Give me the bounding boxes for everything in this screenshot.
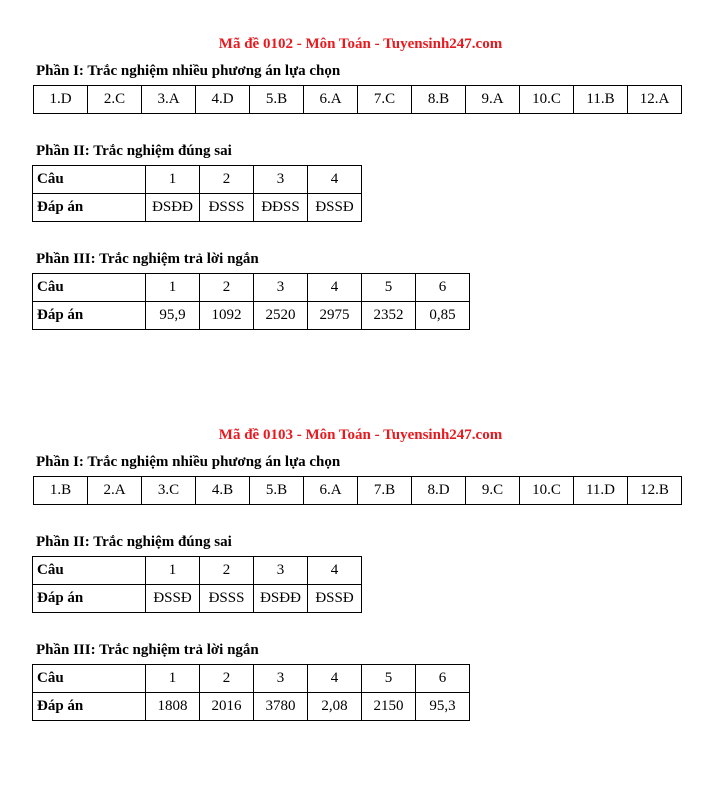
answer-cell: ĐSSĐ	[146, 585, 200, 613]
table-row	[33, 194, 362, 222]
table-row	[34, 86, 682, 114]
row-label: Đáp án	[33, 194, 146, 222]
answer-cell: 7.B	[358, 477, 412, 505]
question-cell: 3	[254, 274, 308, 302]
table-row	[33, 166, 362, 194]
answer-cell: 3.C	[142, 477, 196, 505]
answer-cell: ĐSSS	[200, 194, 254, 222]
question-cell: 1	[146, 274, 200, 302]
part3-table	[32, 273, 470, 330]
answer-cell: 95,9	[146, 302, 200, 330]
row-label: Câu	[33, 557, 146, 585]
answer-cell: 7.C	[358, 86, 412, 114]
question-cell: 5	[362, 274, 416, 302]
table-row	[33, 665, 470, 693]
table-row	[33, 693, 470, 721]
answer-cell: 1808	[146, 693, 200, 721]
answer-cell: 10.C	[520, 477, 574, 505]
question-cell: 4	[308, 665, 362, 693]
table-row	[33, 302, 470, 330]
answer-cell: 0,85	[416, 302, 470, 330]
answer-cell: 2150	[362, 693, 416, 721]
answer-cell: 11.D	[574, 477, 628, 505]
question-cell: 3	[254, 665, 308, 693]
answer-cell: ĐĐSS	[254, 194, 308, 222]
part1-table	[33, 476, 682, 505]
question-cell: 2	[200, 166, 254, 194]
answer-cell: 12.B	[628, 477, 682, 505]
answer-cell: 3.A	[142, 86, 196, 114]
row-label: Đáp án	[33, 585, 146, 613]
part2-heading: Phần II: Trắc nghiệm đúng sai	[36, 143, 232, 159]
answer-cell: 6.A	[304, 86, 358, 114]
question-cell: 6	[416, 274, 470, 302]
part1-table	[33, 85, 682, 114]
answer-cell: 2.C	[88, 86, 142, 114]
exam-title: Mã đề 0102 - Môn Toán - Tuyensinh247.com	[218, 36, 503, 52]
answer-cell: 6.A	[304, 477, 358, 505]
part2-heading: Phần II: Trắc nghiệm đúng sai	[36, 534, 232, 550]
answer-cell: 8.D	[412, 477, 466, 505]
answer-cell: 10.C	[520, 86, 574, 114]
question-cell: 3	[254, 557, 308, 585]
part1-heading: Phần I: Trắc nghiệm nhiều phương án lựa chọn	[36, 63, 341, 79]
answer-cell: ĐSSS	[200, 585, 254, 613]
part2-table	[32, 556, 362, 613]
answer-cell: 2520	[254, 302, 308, 330]
question-cell: 1	[146, 557, 200, 585]
question-cell: 5	[362, 665, 416, 693]
question-cell: 6	[416, 665, 470, 693]
answer-cell: 1.B	[34, 477, 88, 505]
answer-cell: 4.D	[196, 86, 250, 114]
question-cell: 2	[200, 557, 254, 585]
part3-heading: Phần III: Trắc nghiệm trả lời ngắn	[36, 642, 259, 658]
answer-cell: ĐSĐĐ	[254, 585, 308, 613]
question-cell: 3	[254, 166, 308, 194]
answer-cell: 5.B	[250, 86, 304, 114]
answer-cell: 2.A	[88, 477, 142, 505]
table-row	[33, 585, 362, 613]
answer-cell: 1092	[200, 302, 254, 330]
question-cell: 1	[146, 665, 200, 693]
answer-cell: 11.B	[574, 86, 628, 114]
part1-heading: Phần I: Trắc nghiệm nhiều phương án lựa chọn	[36, 454, 341, 470]
answer-cell: 2975	[308, 302, 362, 330]
answer-cell: ĐSSĐ	[308, 194, 362, 222]
answer-cell: 12.A	[628, 86, 682, 114]
answer-cell: ĐSSĐ	[308, 585, 362, 613]
answer-cell: 2,08	[308, 693, 362, 721]
row-label: Đáp án	[33, 693, 146, 721]
answer-cell: 8.B	[412, 86, 466, 114]
table-row	[33, 557, 362, 585]
question-cell: 4	[308, 557, 362, 585]
answer-cell: 3780	[254, 693, 308, 721]
row-label: Câu	[33, 166, 146, 194]
answer-cell: 2352	[362, 302, 416, 330]
question-cell: 1	[146, 166, 200, 194]
answer-cell: ĐSĐĐ	[146, 194, 200, 222]
answer-cell: 1.D	[34, 86, 88, 114]
answer-cell: 4.B	[196, 477, 250, 505]
part3-table	[32, 664, 470, 721]
question-cell: 4	[308, 166, 362, 194]
table-row	[34, 477, 682, 505]
part2-table	[32, 165, 362, 222]
row-label: Câu	[33, 665, 146, 693]
answer-cell: 5.B	[250, 477, 304, 505]
answer-cell: 95,3	[416, 693, 470, 721]
answer-cell: 9.A	[466, 86, 520, 114]
row-label: Câu	[33, 274, 146, 302]
answer-cell: 2016	[200, 693, 254, 721]
question-cell: 4	[308, 274, 362, 302]
exam-title: Mã đề 0103 - Môn Toán - Tuyensinh247.com	[218, 427, 503, 443]
part3-heading: Phần III: Trắc nghiệm trả lời ngắn	[36, 251, 259, 267]
table-row	[33, 274, 470, 302]
question-cell: 2	[200, 274, 254, 302]
row-label: Đáp án	[33, 302, 146, 330]
question-cell: 2	[200, 665, 254, 693]
answer-cell: 9.C	[466, 477, 520, 505]
